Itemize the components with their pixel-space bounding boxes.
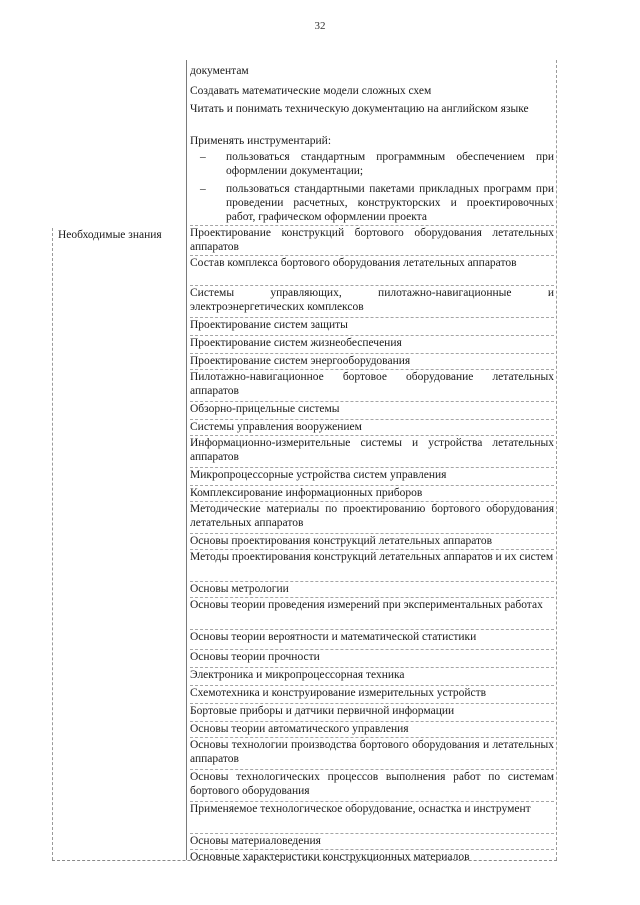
knowledge-item: Методы проектирования конструкций летательных аппаратов и их систем <box>190 551 554 563</box>
knowledge-item: Основы теории автоматического управления <box>190 721 554 736</box>
knowledge-item: Основы метрологии <box>190 581 554 596</box>
knowledge-item: Проектирование систем энергооборудования <box>190 353 554 368</box>
knowledge-item: Основы материаловедения <box>190 833 554 848</box>
knowledge-item: Основы теории проведения измерений при экспериментальных работах <box>190 597 554 612</box>
knowledge-item: Проектирование систем защиты <box>190 317 554 332</box>
skill-line: Применять инструментарий: <box>190 135 332 147</box>
dash-bullet: – <box>200 151 206 163</box>
knowledge-item: Основные характеристики конструкционных материалов <box>190 849 554 864</box>
requirements-table <box>52 60 557 863</box>
knowledge-item: Проектирование систем жизнеобеспечения <box>190 335 554 350</box>
knowledge-item: Информационно-измерительные системы и устройства летательных аппаратов <box>190 437 554 464</box>
knowledge-item: Микропроцессорные устройства систем управления <box>190 467 554 482</box>
knowledge-item: Пилотажно-навигационное бортовое оборудование летательных аппаратов <box>190 371 554 398</box>
knowledge-item: Применяемое технологическое оборудование, оснастка и инструмент <box>190 801 554 816</box>
skill-subitem-text: пользоваться стандартным программным обеспечением при оформлении документации; <box>226 151 554 178</box>
knowledge-item: Состав комплекса бортового оборудования летательных аппаратов <box>190 255 554 270</box>
knowledge-item: Системы управляющих, пилотажно-навигационные и электроэнергетических комплексов <box>190 287 554 314</box>
knowledge-item: Схемотехника и конструирование измерительных устройств <box>190 685 554 700</box>
skill-line: документам <box>190 65 249 77</box>
table-left-border <box>52 228 53 860</box>
knowledge-item: Основы технологических процессов выполнения работ по системам бортового оборудования <box>190 771 554 798</box>
knowledge-item: Комплексирование информационных приборов <box>190 485 554 500</box>
table-column-divider <box>186 60 187 860</box>
knowledge-item: Системы управления вооружением <box>190 419 554 434</box>
dash-bullet: – <box>200 183 206 195</box>
section-label: Необходимые знания <box>58 229 162 241</box>
skill-line: Читать и понимать техническую документацию на английском языке <box>190 103 529 115</box>
table-right-border <box>556 60 557 860</box>
knowledge-item: Проектирование конструкций бортового оборудования летательных аппаратов <box>190 227 554 254</box>
knowledge-item: Основы теории прочности <box>190 649 554 664</box>
knowledge-item: Бортовые приборы и датчики первичной информации <box>190 703 554 718</box>
knowledge-item: Обзорно-прицельные системы <box>190 401 554 416</box>
knowledge-item: Основы проектирования конструкций летательных аппаратов <box>190 533 554 548</box>
knowledge-item: Основы технологии производства бортового оборудования и летательных аппаратов <box>190 739 554 766</box>
knowledge-item: Электроника и микропроцессорная техника <box>190 667 554 682</box>
page-number: 32 <box>314 20 326 32</box>
knowledge-item: Основы теории вероятности и математической статистики <box>190 629 554 644</box>
knowledge-item: Методические материалы по проектированию бортового оборудования летательных аппаратов <box>190 503 554 530</box>
skill-line: Создавать математические модели сложных схем <box>190 85 432 97</box>
skill-subitem-text: пользоваться стандартными пакетами прикладных программ при проведении расчетных, конструкторских и проектировочных работ, графическом оформлении проекта <box>226 183 554 224</box>
